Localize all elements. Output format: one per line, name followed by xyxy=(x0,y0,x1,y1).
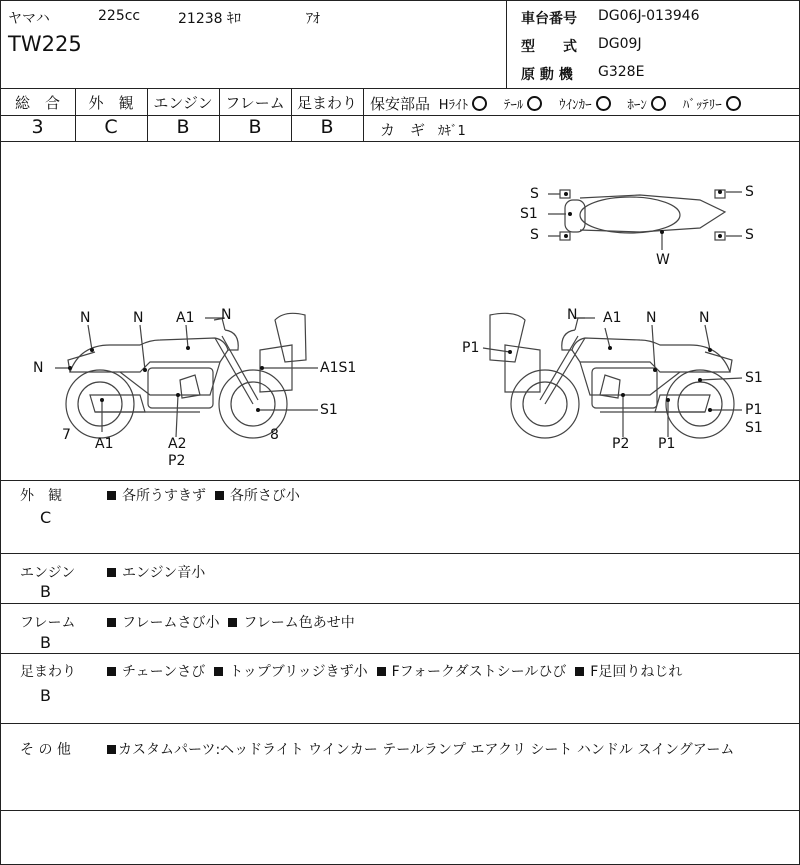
section-grade-suspension: B xyxy=(40,686,51,705)
bullet-square-icon xyxy=(215,491,224,500)
bullet-square-icon xyxy=(377,667,386,676)
damage-label: A1 xyxy=(95,436,114,452)
key-label: カ ギ xyxy=(380,121,426,139)
damage-label: A1 xyxy=(176,310,195,326)
damage-label: P1 xyxy=(745,402,763,418)
engine-value: G328E xyxy=(598,64,645,80)
bullet-square-icon xyxy=(214,667,223,676)
grade-frame: B xyxy=(248,116,262,138)
safety-item-headlight: Hﾗｲﾄ xyxy=(439,98,487,113)
damage-label: 8 xyxy=(270,427,279,443)
chassis-value: DG06J-013946 xyxy=(598,8,700,24)
type-label: 型 式 xyxy=(521,39,577,55)
damage-label: S xyxy=(530,227,539,243)
bullet-square-icon xyxy=(107,667,116,676)
windscreen xyxy=(275,313,306,362)
damage-label: N xyxy=(567,307,578,323)
section-items-frame: フレームさび小 フレーム色あせ中 xyxy=(107,612,355,632)
damage-label: A1S1 xyxy=(320,360,357,376)
section-items-engine: エンジン音小 xyxy=(107,562,205,582)
type-value: DG09J xyxy=(598,36,642,52)
grade-header-frame: フレーム xyxy=(225,94,285,112)
section-items-other: カスタムパーツ:ヘッドライト ウインカー テールランプ エアクリ シート ハンドル スイングアーム xyxy=(107,739,734,759)
damage-label: S1 xyxy=(745,420,763,436)
damage-label: N xyxy=(646,310,657,326)
grade-suspension: B xyxy=(320,116,334,138)
section-grade-appearance: C xyxy=(40,508,52,527)
grade-header-engine: エンジン xyxy=(153,94,213,112)
section-title-appearance: 外 観 xyxy=(20,488,62,504)
damage-label: W xyxy=(656,252,670,268)
tank-seat xyxy=(70,338,228,372)
damage-label: S1 xyxy=(320,402,338,418)
grade-header-suspension: 足まわり xyxy=(296,94,357,112)
grade-overall: 3 xyxy=(31,116,44,138)
safety-item-tail: ﾃｰﾙ xyxy=(504,98,543,113)
mileage: 21238 ｷﾛ xyxy=(178,11,241,27)
bullet-square-icon xyxy=(575,667,584,676)
damage-label: S xyxy=(745,184,754,200)
engine-label: 原 動 機 xyxy=(521,67,573,83)
grade-appearance: C xyxy=(104,116,118,138)
section-title-engine: エンジン xyxy=(20,565,76,581)
damage-label: A1 xyxy=(603,310,622,326)
section-grade-frame: B xyxy=(40,633,51,652)
section-title-frame: フレーム xyxy=(20,615,76,631)
bullet-square-icon xyxy=(107,491,116,500)
section-grade-engine: B xyxy=(40,582,51,601)
damage-label: N xyxy=(33,360,44,376)
bullet-square-icon xyxy=(107,745,116,754)
maker: ヤマハ xyxy=(8,11,50,27)
bullet-square-icon xyxy=(228,618,237,627)
damage-label: N xyxy=(80,310,91,326)
damage-label: N xyxy=(221,307,232,323)
damage-label: A2 xyxy=(168,436,187,452)
section-title-suspension: 足まわり xyxy=(20,664,76,680)
bullet-square-icon xyxy=(107,568,116,577)
displacement: 225cc xyxy=(98,8,141,24)
damage-label: 7 xyxy=(62,427,71,443)
section-items-suspension: チェーンさび トップブリッジきず小 Fフォークダストシールひび F足回りねじれ xyxy=(107,661,682,681)
rear-wheel xyxy=(66,370,134,438)
safety-item-winker: ｳｲﾝｶｰ xyxy=(559,98,611,113)
top-view-body xyxy=(580,197,680,233)
bullet-square-icon xyxy=(107,618,116,627)
damage-label: P2 xyxy=(612,436,630,452)
muffler xyxy=(90,395,145,412)
safety-item-battery: ﾊﾞｯﾃﾘｰ xyxy=(683,98,741,113)
damage-label: S xyxy=(745,227,754,243)
model-name: TW225 xyxy=(8,32,82,56)
color: ｱｵ xyxy=(306,11,320,27)
damage-label: S xyxy=(530,186,539,202)
grade-header-overall: 総 合 xyxy=(14,94,60,112)
damage-label: S1 xyxy=(520,206,538,222)
damage-label: P2 xyxy=(168,453,186,469)
damage-label: P1 xyxy=(658,436,676,452)
safety-item-horn: ﾎｰﾝ xyxy=(627,98,666,113)
safety-title: 保安部品 xyxy=(370,95,431,113)
damage-label: P1 xyxy=(462,340,480,356)
damage-label: S1 xyxy=(745,370,763,386)
grade-header-appearance: 外 観 xyxy=(88,94,134,112)
damage-label: N xyxy=(699,310,710,326)
key-value: ｶｷﾞ1 xyxy=(438,124,466,139)
section-title-other: そ の 他 xyxy=(20,742,71,758)
damage-label: N xyxy=(133,310,144,326)
chassis-label: 車台番号 xyxy=(521,11,577,27)
grade-engine: B xyxy=(176,116,190,138)
section-items-appearance: 各所うすきず 各所さび小 xyxy=(107,485,300,505)
